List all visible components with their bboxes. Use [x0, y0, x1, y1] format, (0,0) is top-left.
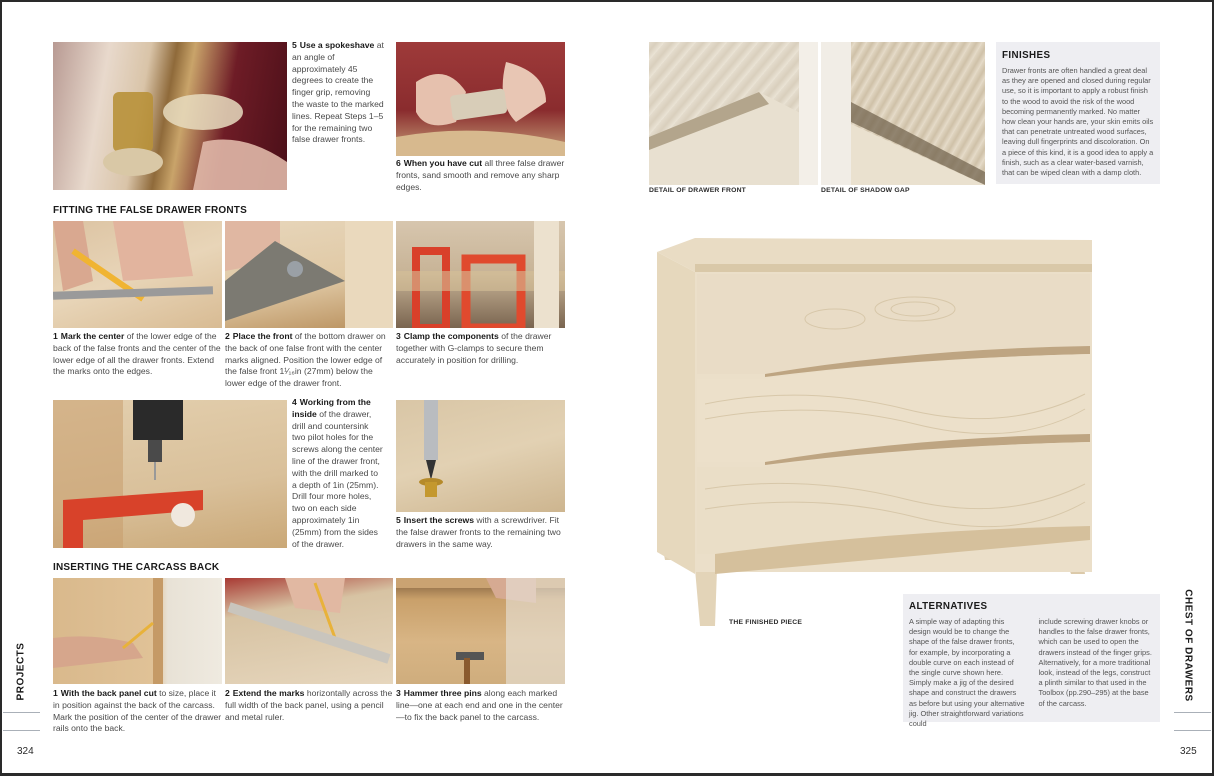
section-label-chest-of-drawers: CHEST OF DRAWERS — [1182, 589, 1194, 702]
margin-rule-top-left — [3, 712, 40, 713]
finishes-box — [996, 42, 1160, 184]
finishes-body: Drawer fronts are often handled a great deal as they are opened and closed during regular use, so it is important to apply a robust finish to the wood to avoid the risk of the wood becoming permanently marked. No matter how clean your hands are, your skin emits oils that can penetrate untreated wood surfaces, leaving dull fingerprints and discoloration. On a piece of this kind, it is a good idea to apply a finish, such as a clear water-based varnish, that can be wiped clean with a damp cloth. — [1002, 66, 1154, 178]
photo-place-front — [225, 221, 393, 328]
fit-step-5-caption: 5 Insert the screws with a screwdriver. Fit the false drawer fronts to the remaining two drawers in the same way. — [396, 515, 561, 549]
photo-mark-center — [53, 221, 222, 328]
fit-step-1-caption: 1 Mark the center of the lower edge of the back of the false fronts and the center of the lower edge of all the drawer fronts. Extend the marks onto the edges. — [53, 331, 221, 377]
caption-finished-piece: THE FINISHED PIECE — [729, 619, 803, 626]
back-step-2-caption: 2 Extend the marks horizontally across the full width of the back panel, using a pencil and metal ruler. — [225, 688, 393, 722]
photo-detail-drawer-front — [649, 42, 818, 185]
step-6-sand-caption: 6 When you have cut all three false drawer fronts, sand smooth and remove any sharp edges. — [396, 158, 565, 192]
photo-clamp-components — [396, 221, 565, 328]
margin-rule-bottom-right — [1174, 730, 1211, 731]
photo-back-panel — [53, 578, 222, 684]
caption-detail-shadow-gap: DETAIL OF SHADOW GAP — [821, 187, 910, 194]
photo-sanding — [396, 42, 565, 156]
alternatives-col-2: include screwing drawer knobs or handles to the false drawer fronts, which can be used to open the drawers instead of the finger grips. Alternatively, for a more traditional look, instead of the legs, construct a plinth similar to that used in the Toolbox (pp.290–295) at the base of the carcass. — [1038, 617, 1152, 708]
alternatives-title: ALTERNATIVES — [909, 601, 988, 612]
fit-step-2-caption: 2 Place the front of the bottom drawer on the back of one false front with the center marks aligned. Position the lower edge of the false front 1¹⁄₁₆in (27mm) below the lower edge of the drawer front. — [225, 331, 386, 389]
finishes-title: FINISHES — [1002, 50, 1051, 61]
fit-step-4-caption: 4 Working from the inside of the drawer, drill and countersink two pilot holes for the screws along the center line of the drawer front, with the drill marked to a depth of 1in (25mm). Drill four more holes, two on each side approximately 1in (25mm) from the sides of the drawer. — [292, 397, 383, 549]
photo-detail-shadow-gap — [821, 42, 985, 185]
section-title-fitting: FITTING THE FALSE DRAWER FRONTS — [53, 205, 247, 216]
section-label-projects: PROJECTS — [15, 642, 27, 701]
caption-detail-drawer-front: DETAIL OF DRAWER FRONT — [649, 187, 747, 194]
photo-spokeshave — [53, 42, 287, 190]
alternatives-box — [903, 594, 1160, 729]
photo-hammer-pins — [396, 578, 565, 684]
photo-insert-screws — [396, 400, 565, 512]
back-step-3-caption: 3 Hammer three pins along each marked line—one at each end and one in the center—to fix the back panel to the carcass. — [396, 688, 563, 722]
fit-step-3-caption: 3 Clamp the components of the drawer together with G-clamps to secure them accurately in position for drilling. — [396, 331, 552, 365]
photo-drill-pilot-holes — [53, 400, 287, 548]
section-title-carcass-back: INSERTING THE CARCASS BACK — [53, 562, 220, 573]
back-step-1-caption: 1 With the back panel cut to size, place it in position against the back of the carcass. Mark the position of the center of the drawer rails onto the back. — [53, 688, 222, 734]
page-number-right: 325 — [1180, 746, 1197, 757]
alternatives-col-1: A simple way of adapting this design would be to change the shape of the false drawer fronts, for example, by incorporating a double curve on each instead of the single curve shown here. Simply make a jig of the desired shape and construct the drawers as before but using your alternative jig. Other straightforward variations could — [909, 617, 1025, 729]
margin-rule-bottom-left — [3, 730, 40, 731]
photo-extend-marks — [225, 578, 393, 684]
step-5-spokeshave-caption: 5 Use a spokeshave at an angle of approximately 45 degrees to create the finger grip, removing the waste to the marked lines. Repeat Steps 1–5 for the remaining two false drawer fronts. — [292, 40, 384, 145]
margin-rule-top-right — [1174, 712, 1211, 713]
photo-finished-chest — [655, 234, 1095, 629]
page-number-left: 324 — [17, 746, 34, 757]
